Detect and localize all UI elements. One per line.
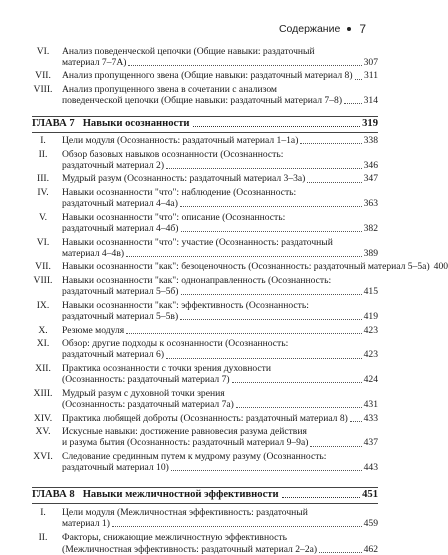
entry-title-line: Практика осознанности с точки зрения духовности [62,362,271,374]
entry-title-line: Обзор базовых навыков осознанности (Осознанность: [62,148,284,160]
entry-body [62,507,378,529]
entry-title-line: Мудрый разум с духовной точки зрения [62,387,225,399]
entry-title-line: Следование срединным путем к мудрому разуму (Осознанность: [62,450,327,462]
entry-last-line [62,160,378,171]
dot-leader [112,525,362,527]
entry-title-text: Мудрый разум (Осознанность: раздаточный материал 3–3а) [62,173,306,185]
entry-last-line [62,261,448,273]
entry-title-line: Навыки осознанности "что": описание (Осознанность: [62,211,286,223]
entry-body [62,46,378,68]
entry-number: VI. [36,46,50,57]
entry-body [62,300,378,322]
entry-last-line [62,95,378,106]
dot-leader [171,469,362,471]
entry-number: VII. [35,261,51,273]
entry-body [62,84,378,106]
chapter7-top-rule [32,116,378,117]
dot-leader [350,420,362,422]
chapter8-title: Навыки межличностной эффективности [82,489,279,500]
entry-body [62,237,378,259]
entry-number: VI. [36,236,50,248]
toc-entry[interactable] [32,325,378,336]
entry-title-text: раздаточный материал 4–4а) [62,198,178,210]
entry-number: III. [37,173,49,185]
entry-number: IX. [36,299,50,311]
entry-body [62,388,378,410]
entry-title-text: раздаточный материал 5–5в) [62,310,179,322]
chapter7-page: 319 [362,118,378,129]
entry-page-number: 423 [363,324,378,336]
dot-leader [344,102,362,104]
chapter7-title: Навыки осознанности [82,118,190,129]
entry-last-line [62,57,378,68]
toc-section-chapter8 [32,507,378,555]
entry-number: VII. [35,70,51,82]
entry-title-text: материал 1) [62,518,110,530]
chapter8-page: 451 [362,489,378,500]
entry-page-number: 437 [363,437,378,449]
entry-last-line [62,198,378,209]
entry-body [62,325,378,336]
entry-page-number: 382 [363,222,378,234]
toc-entry[interactable] [32,413,378,424]
chapter7-heading[interactable] [32,118,378,129]
entry-title-line: Навыки осознанности "как": эффективность (Осознанность: [62,299,309,311]
toc-entry[interactable] [32,338,378,360]
entry-number: VIII. [33,83,53,95]
chapter7-bottom-rule [32,132,378,133]
dot-leader [180,205,362,207]
entry-last-line [62,173,378,184]
chapter7-label: ГЛАВА 7 [32,118,75,129]
entry-title-text: поведенческой цепочки (Общие навыки: раздаточный материал 7–8) [62,94,343,106]
entry-last-line [62,325,378,336]
dot-leader [126,255,362,257]
entry-body [62,275,378,297]
dot-leader [193,125,361,127]
entry-body [62,451,378,473]
entry-page-number: 389 [363,247,378,259]
entry-number: IV. [37,186,49,198]
entry-title-line: Навыки осознанности "как": однонаправленность (Осознанность: [62,274,332,286]
entry-last-line [62,286,378,297]
entry-title-line: Обзор: другие подходы к осознанности (Осознанность: [62,338,289,350]
entry-body [62,363,378,385]
entry-title-text: (Осознанность: раздаточный материал 7) [62,374,230,386]
toc-entry[interactable] [32,507,378,529]
entry-number: XII. [35,362,51,374]
entry-page-number: 459 [363,518,378,530]
entry-number: XV. [35,426,51,438]
dot-leader [181,293,362,295]
dot-leader [355,78,362,80]
toc-entry[interactable] [32,46,378,68]
toc-entry[interactable] [32,388,378,410]
entry-title-text: Практика любящей доброты (Осознанность: раздаточный материал 8) [62,412,348,424]
entry-number: XIII. [33,387,53,399]
entry-title-text: (Межличностная эффективность: раздаточный материал 2–2а) [62,543,318,555]
entry-number: XVI. [33,450,53,462]
entry-page-number: 347 [363,173,378,185]
toc-entry[interactable] [32,426,378,448]
entry-title-line: Анализ пропущенного звена в сочетании с анализом [62,83,278,95]
dot-leader [307,181,361,183]
entry-body [62,149,378,171]
entry-page-number: 443 [363,462,378,474]
toc-entry[interactable] [32,187,378,209]
entry-body [62,532,378,554]
entry-last-line [62,544,378,555]
entry-last-line [62,70,378,81]
entry-title-text: раздаточный материал 10) [62,462,169,474]
entry-title-line: Навыки осознанности "что": наблюдение (Осознанность: [62,186,297,198]
page-number: 7 [359,22,366,36]
entry-page-number: 307 [363,57,378,69]
dot-leader [181,230,362,232]
entry-page-number: 423 [363,349,378,361]
toc-entry[interactable] [32,84,378,106]
dot-leader [319,551,362,553]
entry-number: II. [38,148,48,160]
entry-last-line [62,462,378,473]
entry-body [62,187,378,209]
entry-page-number: 311 [363,70,378,82]
toc-entry[interactable] [32,135,378,146]
entry-body [62,413,378,424]
toc-entry[interactable] [32,275,378,297]
toc-entry[interactable] [32,363,378,385]
entry-last-line [62,374,378,385]
entry-body [62,261,448,273]
entry-title-text: раздаточный материал 2) [62,159,165,171]
entry-page-number: 419 [363,310,378,322]
entry-title-text: материал 4–4в) [62,247,125,259]
entry-number: V. [38,211,48,223]
entry-number: II. [38,532,48,544]
toc-entry[interactable] [32,451,378,473]
entry-number: X. [38,324,48,336]
entry-title-text: Резюме модуля [62,324,125,336]
entry-last-line [62,223,378,234]
entry-title-line: и разума бытия (Осознанность: раздаточный материал 9–9а) [62,437,309,449]
entry-last-line [62,399,378,410]
entry-body [62,135,378,146]
entry-last-line [62,437,378,448]
dot-leader [126,332,361,334]
entry-title-text: Навыки осознанности "как": безоценочность (Осознанность: раздаточный материал 5–5а) [62,261,430,273]
entry-number: I. [40,135,46,146]
entry-body [62,426,378,448]
entry-page-number: 424 [363,374,378,386]
entry-page-number: 431 [363,398,378,410]
chapter8-label: ГЛАВА 8 [32,489,75,500]
dot-leader [166,357,362,359]
dot-leader [128,64,361,66]
toc-entry[interactable] [32,149,378,171]
entry-title-line: Навыки осознанности "что": участие (Осознанность: раздаточный [62,236,333,248]
dot-leader [236,406,362,408]
entry-number: VIII. [33,274,53,286]
chapter8-top-rule [32,487,378,488]
entry-title-text: Цели модуля (Осознанность: раздаточный материал 1–1а) [62,135,299,146]
entry-title-text: Анализ пропущенного звена (Общие навыки: раздаточный материал 8) [62,70,353,82]
entry-number: XI. [36,338,50,350]
entry-title-line: Цели модуля (Межличностная эффективность: раздаточный [62,507,308,518]
entry-page-number: 400 [433,261,448,273]
running-head [279,22,366,36]
entry-number: XIV. [33,412,53,424]
dot-leader [166,167,362,169]
dot-leader [282,496,361,498]
entry-last-line [62,413,378,424]
toc-entry[interactable] [32,237,378,259]
entry-last-line [62,248,378,259]
toc-section-chapter7 [32,135,448,474]
entry-last-line [62,518,378,529]
entry-page-number: 433 [363,412,378,424]
entry-number: I. [40,507,46,518]
running-head-title: Содержание [278,23,341,35]
entry-page-number: 338 [363,135,378,146]
dot-leader [300,142,361,144]
entry-title-line: Факторы, снижающие межличностную эффективность [62,532,287,544]
entry-title-line: Анализ поведенческой цепочки (Общие навыки: раздаточный [62,46,315,57]
toc-entry[interactable] [32,173,378,184]
entry-title-text: раздаточный материал 5–5б) [62,286,179,298]
dot-leader [232,381,362,383]
toc-entry[interactable] [32,300,378,322]
entry-title-line: Искусные навыки: достижение равновесия разума действия [62,426,307,438]
entry-body [62,212,378,234]
chapter8-bottom-rule [32,503,378,504]
entry-page-number: 363 [363,198,378,210]
entry-title-text: (Осознанность: раздаточный материал 7а) [62,398,234,410]
entry-page-number: 462 [363,543,378,555]
entry-page-number: 415 [363,286,378,298]
dot-leader [310,445,361,447]
toc-entry[interactable] [32,70,378,81]
entry-last-line [62,311,378,322]
toc-section-previous [32,46,378,106]
toc-entry[interactable] [32,261,448,273]
entry-title-text: раздаточный материал 4–4б) [62,222,179,234]
entry-title-text: раздаточный материал 6) [62,349,165,361]
chapter8-heading[interactable] [32,489,378,500]
toc-entry[interactable] [32,212,378,234]
toc-entry[interactable] [32,532,378,554]
entry-body [62,338,378,360]
entry-last-line [62,349,378,360]
entry-page-number: 346 [363,159,378,171]
bullet-icon [347,27,351,31]
entry-body [62,70,378,81]
entry-title-text: материал 7–7А) [62,57,127,69]
dot-leader [180,318,361,320]
entry-page-number: 314 [363,94,378,106]
entry-body [62,173,378,184]
entry-last-line [62,135,378,146]
